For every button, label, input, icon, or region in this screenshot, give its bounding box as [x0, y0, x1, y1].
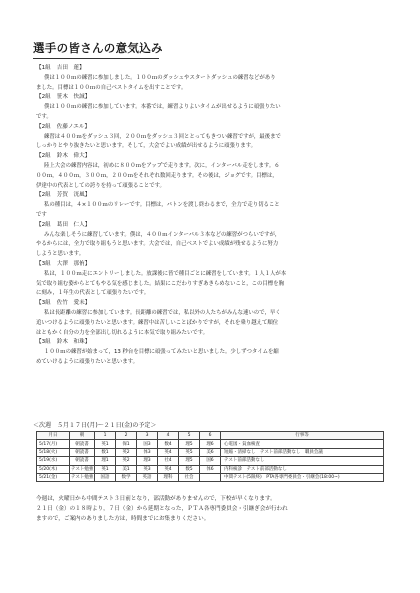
schedule-period-cell: 英4	[158, 448, 179, 456]
essay-line: みんな楽しそうに練習しています。僕は，４００ｍインターバル３本などの練習がつらいですが，	[44, 231, 281, 238]
student-class: 【2組	[36, 153, 51, 160]
schedule-period-cell: 体6	[200, 465, 221, 473]
schedule-event-cell: 短縮・清掃なし テスト前部活動なし 職員会議	[221, 448, 384, 456]
schedule-date-cell: 5/17(月)	[37, 440, 70, 448]
essay-entry	[36, 93, 394, 122]
schedule-period-cell	[200, 473, 221, 481]
schedule-header-cell: 月日	[37, 432, 70, 440]
essay-line: ました。目標は１００ｍの自己ベストタイムを出すことです。	[36, 84, 187, 91]
schedule-period-cell: 数4	[158, 440, 179, 448]
student-name-line	[36, 152, 394, 162]
schedule-header-cell: 1	[95, 432, 116, 440]
schedule-row	[37, 440, 384, 448]
schedule-period-cell: 英1	[95, 465, 116, 473]
schedule-period-cell: 美1	[116, 465, 137, 473]
essay-line: ００ｍ，４００ｍ，３００ｍ，２００ｍをそれぞれ数回走ります。その後は，ジョグです。目標は，	[36, 172, 278, 179]
schedule-row	[37, 465, 384, 473]
schedule-period-cell: 数1	[95, 448, 116, 456]
student-name: 葛田 仁人】	[56, 221, 91, 228]
essay-body	[36, 162, 394, 191]
schedule-period-cell: 英4	[158, 465, 179, 473]
student-name-line	[36, 260, 394, 270]
student-name: 大澤 那侑】	[56, 260, 91, 267]
page-title: 選手の皆さんの意気込み	[33, 41, 163, 55]
essay-body	[36, 348, 394, 368]
schedule-row	[37, 457, 384, 465]
schedule-date-cell: 5/21(金)	[37, 473, 70, 481]
student-class: 【3組	[36, 339, 51, 346]
essay-line: はともかく自分の力を全部出し切れるように本気で取り組みたいです。	[36, 329, 209, 336]
student-class: 【2組	[36, 94, 51, 101]
schedule-period-cell: 朝読書	[70, 448, 95, 456]
schedule-period-cell: 朝読書	[70, 457, 95, 465]
schedule-period-cell: 英1	[95, 440, 116, 448]
schedule-period-cell: 国3	[137, 440, 158, 448]
schedule-header-cell: 朝	[70, 432, 95, 440]
student-name: 芳賀 洸風】	[56, 192, 91, 199]
schedule-period-cell: 社4	[158, 457, 179, 465]
footer-line: ２１日（金）の１８時より，７日（金）から延期となった，ＰＴＡ各専門委員会・引継ぎ会が行われ	[36, 506, 288, 512]
schedule-period-cell: 数学	[116, 473, 137, 481]
essay-line: １００ｍの練習が始まって，13 秒台を目標に頑張ってみたいと思いました。少しずつタイムを縮	[44, 349, 279, 356]
essay-entry	[36, 260, 394, 299]
schedule-period-cell: テスト勉強	[71, 466, 94, 472]
schedule-period-cell: 朝読書	[70, 440, 95, 448]
schedule-period-cell: テスト勉強	[71, 475, 94, 481]
schedule-event-cell: テスト前部活動なし	[221, 457, 384, 465]
footer-line: 今週は，火曜日から中間テスト３日前となり，部活動がありませんので，下校が早くなります。	[36, 496, 276, 502]
schedule-header-cell: 4	[158, 432, 179, 440]
essay-line: 陸上大会の練習内容は，初めに８００ｍをアップで走ります。次に，インターバル走をします。６	[44, 162, 280, 169]
student-class: 【2組	[36, 221, 51, 228]
schedule-period-cell: 英語	[137, 473, 158, 481]
essay-line: 練習は４００ｍをダッシュ３回，２００ｍをダッシュ３回ととってもきつい練習ですが，最後まで	[44, 133, 281, 140]
student-name: 佐竹 愛未】	[56, 300, 91, 307]
essay-body	[36, 270, 394, 299]
essay-line: 私は長距離の練習に参加しています。長距離の練習では，私以外の人たちがみんな速いので，早く	[44, 309, 281, 316]
schedule-event-cell: 内科検診 テスト前部活動なし	[221, 465, 384, 473]
schedule-period-cell: 体3	[137, 448, 158, 456]
student-name-line	[36, 338, 394, 348]
student-name-line	[36, 191, 394, 201]
essay-entry	[36, 123, 394, 152]
student-name-line	[36, 221, 394, 231]
student-name: 吉田 蓮】	[56, 65, 85, 71]
schedule-period-cell: 英3	[137, 465, 158, 473]
student-name-line	[36, 123, 394, 133]
essay-line: です	[36, 211, 47, 218]
student-name: 佐藤ノエル】	[56, 123, 91, 130]
schedule-row	[37, 448, 384, 456]
student-class: 【3組	[36, 300, 51, 307]
schedule-table	[36, 431, 384, 482]
student-name-line	[36, 299, 394, 309]
schedule-date-cell: 5/20(木)	[37, 465, 70, 473]
schedule-period-cell: 社会	[179, 473, 200, 481]
essay-line: 気で取り組む姿からとてもやる気を感じました。結果にこだわりすぎあきらめないこと，この目標を胸	[36, 280, 284, 287]
schedule-period-cell: 理5	[179, 457, 200, 465]
schedule-period-cell: 国6	[200, 457, 221, 465]
essay-entry	[36, 152, 394, 191]
schedule-header-cell: 5	[179, 432, 200, 440]
essay-line: です。	[36, 113, 52, 120]
title-underline	[33, 58, 159, 59]
student-name-line	[36, 93, 394, 103]
schedule-event-cell: 中間テスト(5限終) PTA各専門委員会・引継会(18:00~)	[221, 473, 384, 481]
essay-line: 僕は１００ｍの練習に参加しました。１００ｍのダッシュやスタートダッシュの練習などがあり	[44, 74, 276, 81]
student-class: 【1組	[36, 65, 51, 71]
essay-body	[36, 133, 394, 153]
student-class: 【2組	[36, 123, 51, 130]
footer-notice	[36, 494, 394, 524]
schedule-date-cell: 5/19(水)	[37, 457, 70, 465]
student-name-line	[36, 64, 394, 74]
essay-body	[36, 74, 394, 94]
schedule-event-cell: 心電図・貧血検査	[221, 440, 384, 448]
essay-list	[36, 64, 394, 368]
essay-body	[36, 231, 394, 260]
schedule-period-cell: 英5	[179, 448, 200, 456]
essay-line: しようと思います。	[36, 251, 85, 258]
schedule-period-cell: 国語	[95, 473, 116, 481]
schedule-period-cell: 英2	[116, 457, 137, 465]
essay-line: しっかりとやり抜きたいと思います。そして，大会でよい成績が出せるように頑張ります。	[36, 143, 257, 150]
essay-entry	[36, 221, 394, 260]
schedule-title: ＜次週 ５月１７日(月)～２１日(金)の予定＞	[33, 422, 157, 429]
essay-line: 私は，１００ｍ走にエントリーしました。放課後に皆で種目ごとに練習をしています。１人１人が本	[44, 270, 287, 277]
schedule-period-cell: 理1	[95, 457, 116, 465]
essay-line: 追いつけるように頑張りたいと思います。練習中は苦しいことばかりですが，それを乗り越えて順位	[36, 319, 279, 326]
essay-line: に刻み，１年生の代表として頑張りたいです。	[36, 290, 150, 297]
student-name: 鈴木 和珠】	[56, 339, 91, 346]
schedule-period-cell: 数5	[179, 465, 200, 473]
schedule-header-row	[37, 432, 384, 440]
essay-body	[36, 201, 394, 221]
schedule-header-cell: 行事等	[221, 432, 384, 440]
schedule-row	[37, 473, 384, 481]
student-name: 鈴木 偉大】	[56, 153, 91, 160]
essay-entry	[36, 191, 394, 220]
essay-line: めていけるように頑張りたいと思います。	[36, 358, 138, 365]
footer-line: ますので，ご案内のありました方は，時間までにお集まりください。	[36, 516, 210, 522]
schedule-period-cell: 保1	[116, 440, 137, 448]
schedule-period-cell: 理6	[200, 440, 221, 448]
essay-entry	[36, 64, 394, 93]
schedule-header-cell: 2	[116, 432, 137, 440]
student-name: 笹木 快誠】	[56, 94, 91, 101]
essay-body	[36, 103, 394, 123]
essay-line: やるからには，全力で取り組もうと思います。大会では，自己ベストでよい成績が残せるように努力	[36, 241, 279, 248]
student-class: 【2組	[36, 192, 51, 199]
essay-entry	[36, 299, 394, 338]
essay-entry	[36, 338, 394, 367]
essay-line: 私の種目は，４×１００ｍのリレーです。目標は，バトンを渡し終わるまで，全力で走り切ること	[44, 202, 280, 209]
schedule-header-cell: 6	[200, 432, 221, 440]
schedule-date-cell: 5/18(火)	[37, 448, 70, 456]
schedule-period-cell: 理科	[158, 473, 179, 481]
student-class: 【3組	[36, 260, 51, 267]
schedule-period-cell: 美6	[200, 448, 221, 456]
schedule-header-cell: 3	[137, 432, 158, 440]
essay-line: 僕は１００ｍの練習に参加しています。本番では，練習よりよいタイムが出せるように頑張りたい	[44, 104, 281, 111]
schedule-period-cell: 理3	[137, 457, 158, 465]
essay-line: 伊達中の代表としての誇りを持って頑張ることです。	[36, 182, 165, 189]
schedule-period-cell: 英2	[116, 448, 137, 456]
schedule-period-cell: 理5	[179, 440, 200, 448]
essay-body	[36, 309, 394, 338]
